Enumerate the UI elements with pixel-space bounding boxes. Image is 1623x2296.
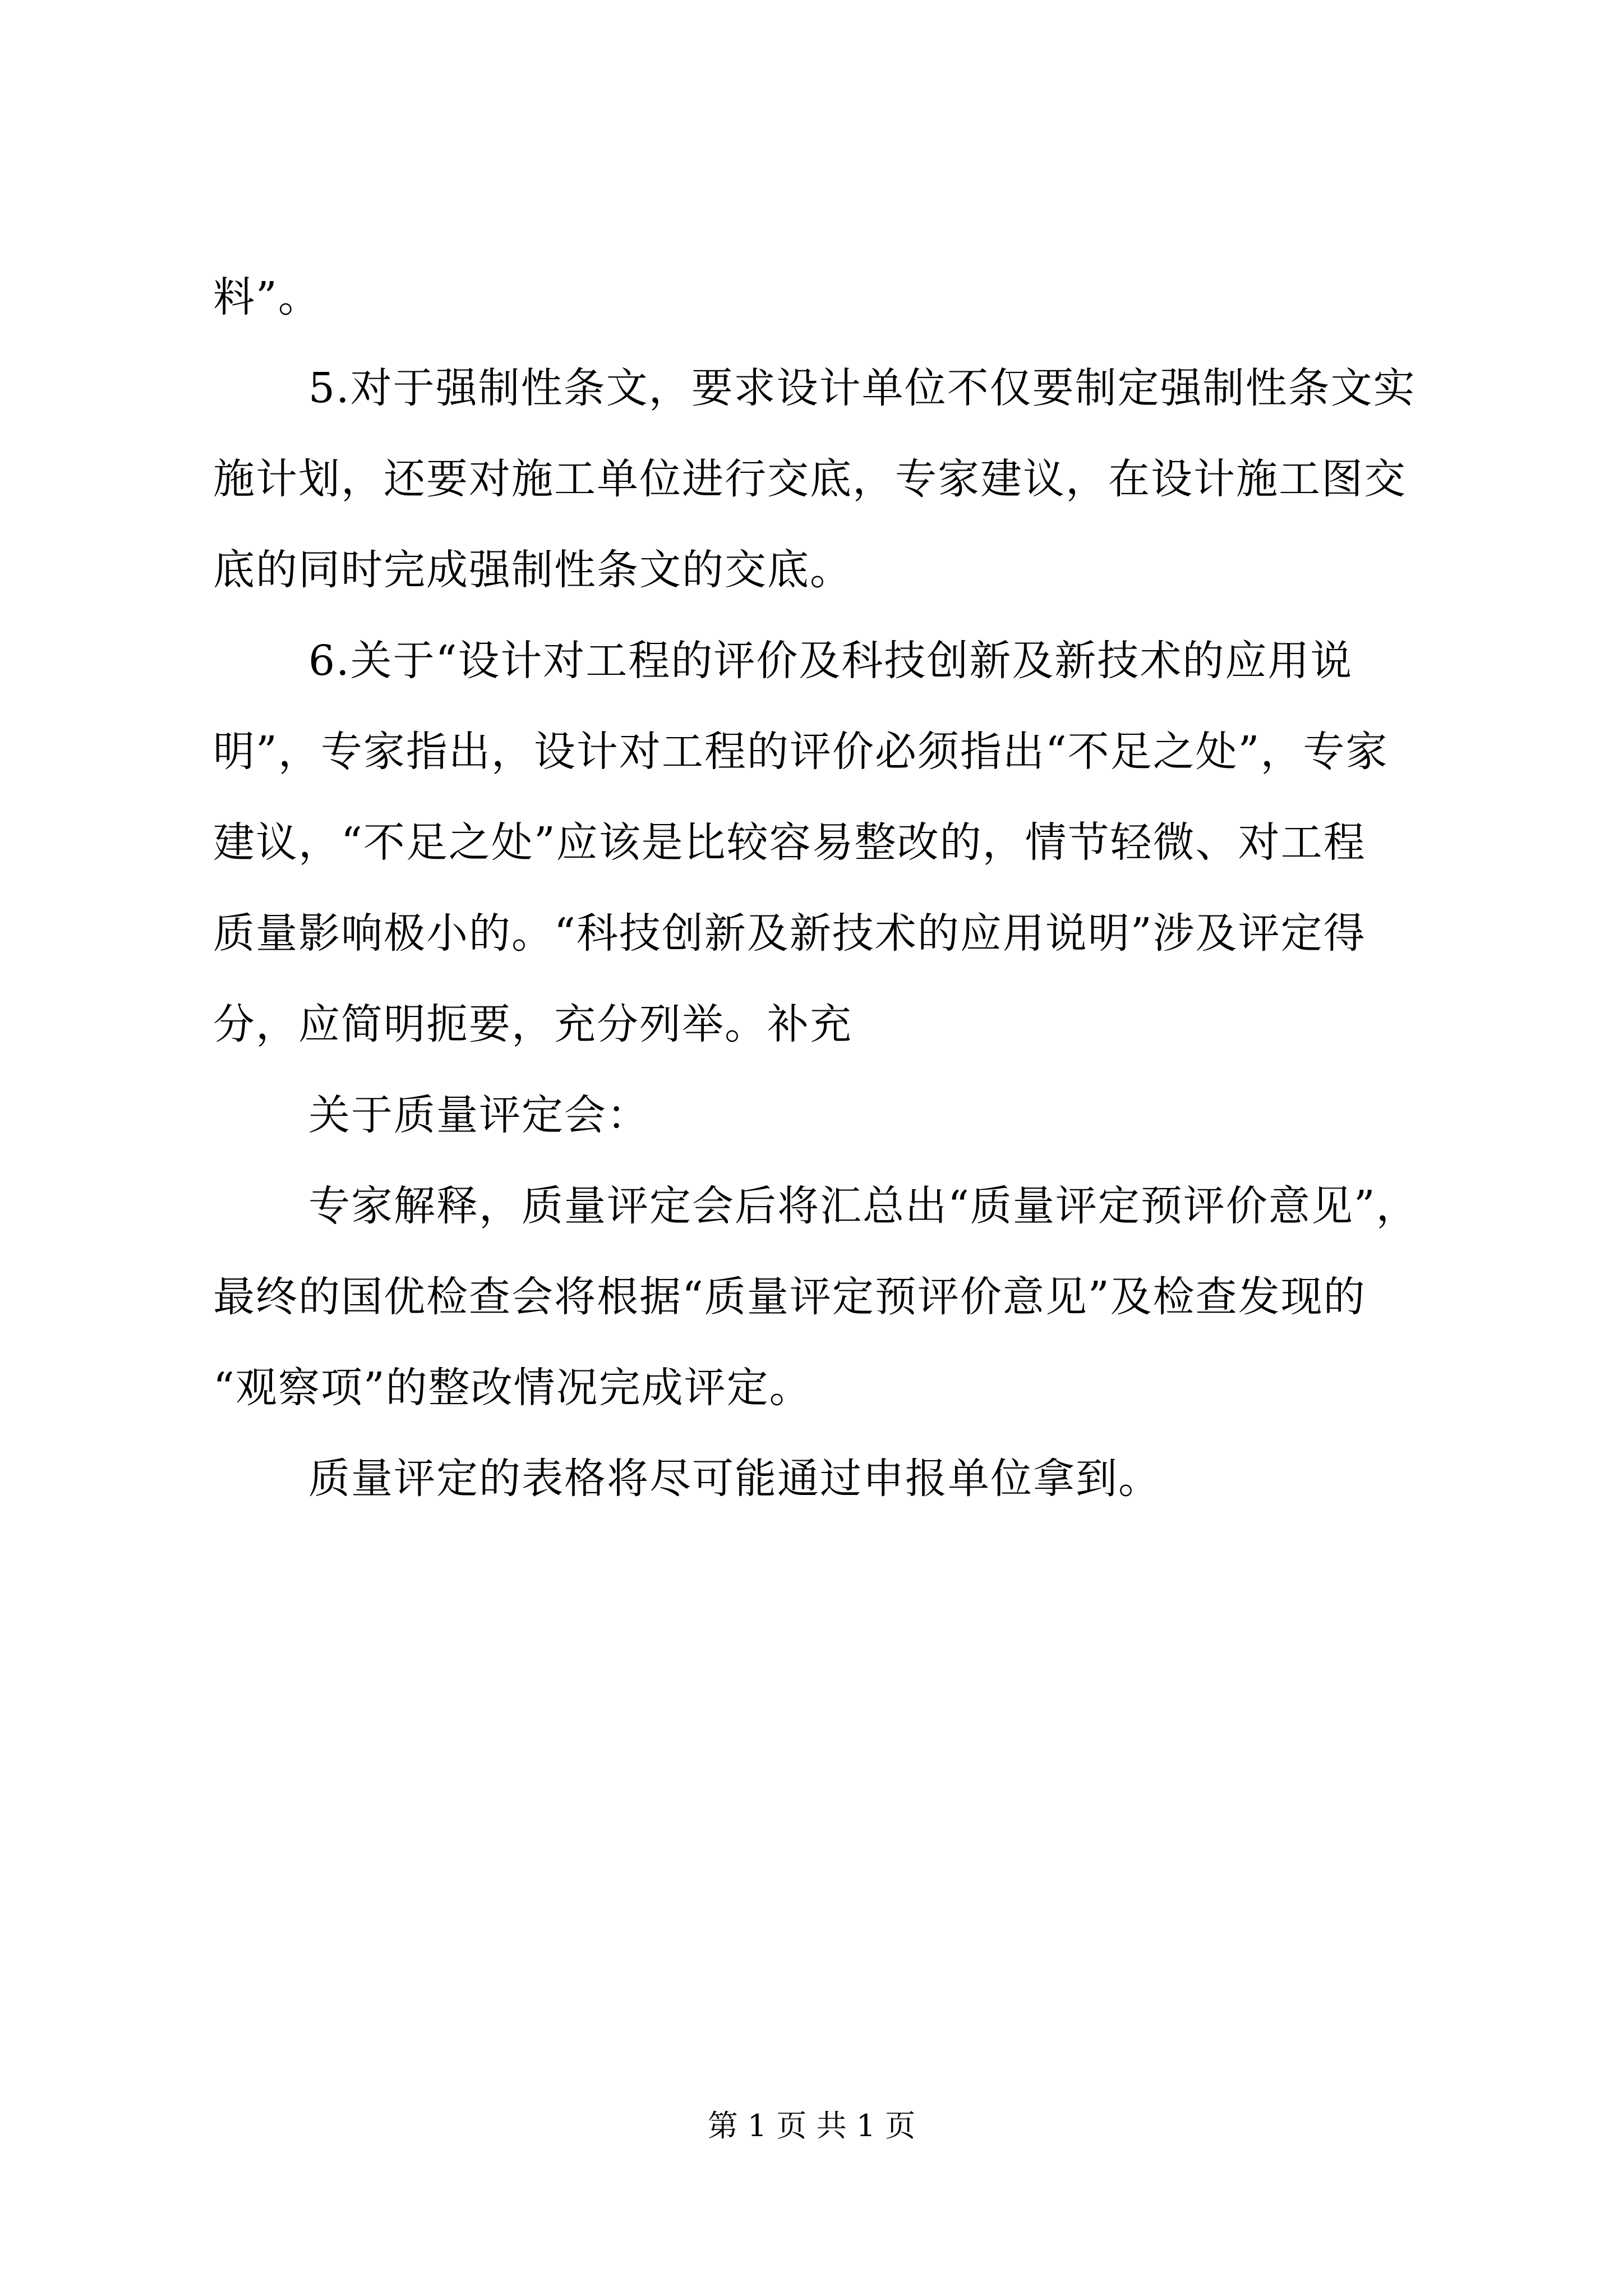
text-line: 施计划，还要对施工单位进行交底，专家建议，在设计施工图交 xyxy=(213,455,1407,503)
text-line: 最终的国优检查会将根据“质量评定预评价意见”及检查发现的 xyxy=(213,1273,1366,1321)
text-line: 质量影响极小的。“科技创新及新技术的应用说明”涉及评定得 xyxy=(213,909,1366,958)
text-line: 底的同时完成强制性条文的交底。 xyxy=(213,546,852,594)
text-line: 专家解释，质量评定会后将汇总出“质量评定预评价意见”， xyxy=(308,1182,1419,1230)
page-number-footer: 第 1 页 共 1 页 xyxy=(707,2108,916,2143)
text-line: 5.对于强制性条文，要求设计单位不仅要制定强制性条文实 xyxy=(308,364,1416,412)
text-line: 分，应简明扼要，充分列举。补充 xyxy=(213,1000,852,1048)
text-line: 关于质量评定会： xyxy=(308,1091,649,1139)
text-line: 明”，专家指出，设计对工程的评价必须指出“不足之处”，专家 xyxy=(213,728,1389,776)
text-line: 料”。 xyxy=(213,273,321,321)
text-line: 质量评定的表格将尽可能通过申报单位拿到。 xyxy=(308,1455,1161,1503)
text-line: 建议，“不足之处”应该是比较容易整改的，情节轻微、对工程 xyxy=(213,818,1366,867)
text-line: “观察项”的整改情况完成评定。 xyxy=(213,1364,812,1412)
text-line: 6.关于“设计对工程的评价及科技创新及新技术的应用说 xyxy=(308,637,1353,685)
